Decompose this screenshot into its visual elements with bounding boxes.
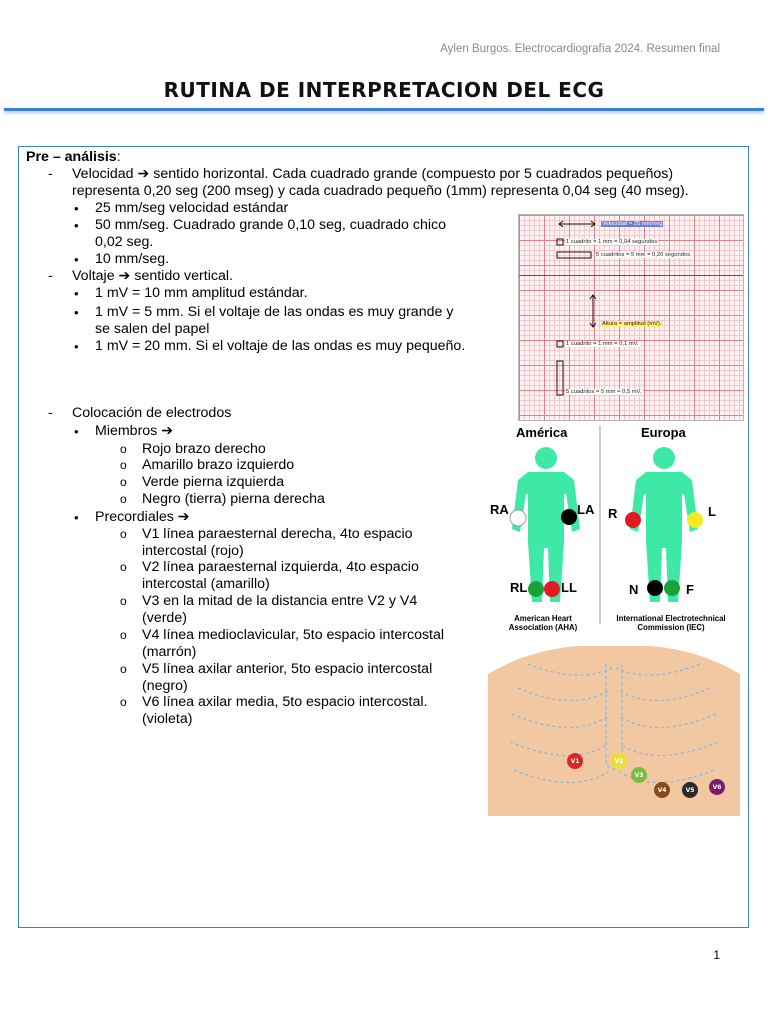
label-l: L (708, 504, 716, 519)
electrodos-line-1: Colocación de electrodos (72, 405, 232, 421)
chest-illustration (488, 644, 740, 816)
lead-label-v6: V6 (712, 784, 722, 791)
voltaje-item: 1 mV = 10 mm amplitud estándar. (95, 285, 308, 301)
circle-marker: o (120, 458, 127, 472)
bullet-marker: • (74, 305, 79, 320)
lead-label-v2: V2 (614, 758, 624, 765)
lead-label-v3: V3 (634, 772, 644, 779)
precordial-chest-figure (488, 644, 740, 816)
label-ll: LL (561, 580, 577, 595)
ecg-label-3: Altura = amplitud (mV). (602, 321, 662, 327)
caption-aha: American Heart Association (AHA) (508, 614, 578, 632)
precordial-item-v3: V3 en la mitad de la distancia entre V2 y V4 (142, 593, 418, 609)
miembros-item: Amarillo brazo izquierdo (142, 457, 295, 473)
circle-marker: o (120, 628, 127, 642)
precordial-item-v5-cont: (negro) (142, 678, 188, 694)
circle-marker: o (120, 594, 127, 608)
label-ra: RA (490, 502, 509, 517)
circle-marker: o (120, 492, 127, 506)
precordial-item-v2-cont: intercostal (amarillo) (142, 576, 270, 592)
section-heading: Pre – análisis: (26, 149, 121, 165)
small-square-marker (557, 239, 563, 245)
bullet-marker: • (74, 286, 79, 301)
label-r: R (608, 506, 618, 521)
bullet-marker: • (74, 424, 79, 439)
circle-marker: o (120, 527, 127, 541)
europa-heading: Europa (641, 425, 686, 440)
label-f: F (686, 582, 694, 597)
title-divider (4, 108, 764, 111)
circle-marker: o (120, 475, 127, 489)
ecg-label-2: 5 cuadritos = 5 mm = 0,20 segundos. (596, 252, 692, 258)
circle-marker: o (120, 560, 127, 574)
electrode-ra-white (510, 510, 526, 526)
ecg-paper-figure (518, 214, 744, 421)
electrode-rl-green (528, 581, 544, 597)
precordial-item-v6: V6 línea axilar media, 5to espacio intercostal. (142, 694, 428, 710)
ecg-label-4: 1 cuadrito = 1 mm = 0,1 mV. (566, 341, 639, 347)
bullet-marker: • (74, 339, 79, 354)
circle-marker: o (120, 695, 127, 709)
electrode-ll-red (544, 581, 560, 597)
label-rl: RL (510, 580, 528, 595)
five-square-marker (557, 252, 591, 258)
velocidad-item: 25 mm/seg velocidad estándar (95, 200, 289, 216)
label-la: LA (577, 502, 595, 517)
ecg-label-speed: Velocidad = 25 mm/seg (602, 221, 663, 227)
small-square-marker-v (557, 341, 563, 347)
voltaje-item-cont: se salen del papel (95, 321, 210, 337)
bullet-marker: • (74, 252, 79, 267)
velocidad-item: 10 mm/seg. (95, 251, 170, 267)
dash-marker: - (48, 166, 53, 182)
label-n: N (629, 582, 639, 597)
electrode-la-black (561, 509, 577, 525)
miembros-item: Verde pierna izquierda (142, 474, 284, 490)
america-heading: América (516, 425, 568, 440)
velocidad-item: 50 mm/seg. Cuadrado grande 0,10 seg, cuadrado chico (95, 217, 446, 233)
miembros-item: Negro (tierra) pierna derecha (142, 491, 325, 507)
lead-label-v5: V5 (685, 787, 695, 794)
bullet-marker: • (74, 201, 79, 216)
precordial-item-v4-cont: (marrón) (142, 644, 197, 660)
ecg-markers (519, 215, 743, 420)
voltaje-item: 1 mV = 5 mm. Si el voltaje de las ondas es muy grande y (95, 304, 454, 320)
ecg-label-5: 5 cuadritos = 5 mm = 0,5 mV. (566, 389, 642, 395)
bullet-marker: • (74, 510, 79, 525)
precordial-item-v5: V5 línea axilar anterior, 5to espacio intercostal (142, 661, 433, 677)
electrode-l-yellow (687, 512, 703, 528)
lead-label-v4: V4 (657, 787, 667, 794)
page-number: 1 (713, 948, 720, 962)
electrode-bodies (488, 424, 740, 636)
dash-marker: - (48, 268, 53, 284)
voltaje-line-1: Voltaje ➔ sentido vertical. (72, 268, 233, 284)
page-title: RUTINA DE INTERPRETACION DEL ECG (163, 78, 605, 102)
lead-label-v1: V1 (570, 758, 580, 765)
miembros-item: Rojo brazo derecho (142, 441, 266, 457)
voltaje-item: 1 mV = 20 mm. Si el voltaje de las ondas es muy pequeño. (95, 338, 466, 354)
miembros-heading: Miembros ➔ (95, 423, 174, 439)
precordial-item-v6-cont: (violeta) (142, 711, 193, 727)
bullet-marker: • (74, 218, 79, 233)
circle-marker: o (120, 442, 127, 456)
precordial-item-v4: V4 línea medioclavicular, 5to espacio intercostal (142, 627, 445, 643)
five-square-marker-v (557, 361, 563, 395)
precordial-item-v2: V2 línea paraesternal izquierda, 4to espacio (142, 559, 419, 575)
electrode-r-red (625, 512, 641, 528)
electrode-f-green (664, 580, 680, 596)
precordial-item-v3-cont: (verde) (142, 610, 187, 626)
body-europa (630, 447, 698, 602)
precordiales-heading: Precordiales ➔ (95, 509, 190, 525)
circle-marker: o (120, 662, 127, 676)
precordial-item-v1-cont: intercostal (rojo) (142, 543, 244, 559)
ecg-label-1: 1 cuadrito = 1 mm = 0,04 segundos (566, 239, 658, 245)
velocidad-line-2: representa 0,20 seg (200 mseg) y cada cuadrado pequeño (1mm) representa 0,04 seg (40 mseg). (72, 183, 689, 199)
limb-electrode-figure (488, 424, 740, 636)
velocidad-line-1: Velocidad ➔ sentido horizontal. Cada cuadrado grande (compuesto por 5 cuadrados pequeños) (72, 166, 674, 182)
dash-marker: - (48, 405, 53, 421)
header-note: Aylen Burgos. Electrocardiografía 2024. Resumen final (440, 43, 720, 55)
chest-skin (488, 646, 740, 816)
precordial-item-v1: V1 línea paraesternal derecha, 4to espacio (142, 526, 413, 542)
section-heading-text: Pre – análisis (26, 149, 117, 165)
velocidad-item-cont: 0,02 seg. (95, 234, 154, 250)
caption-iec: International Electrotechnical Commission (IEC) (616, 614, 726, 632)
electrode-n-black (647, 580, 663, 596)
